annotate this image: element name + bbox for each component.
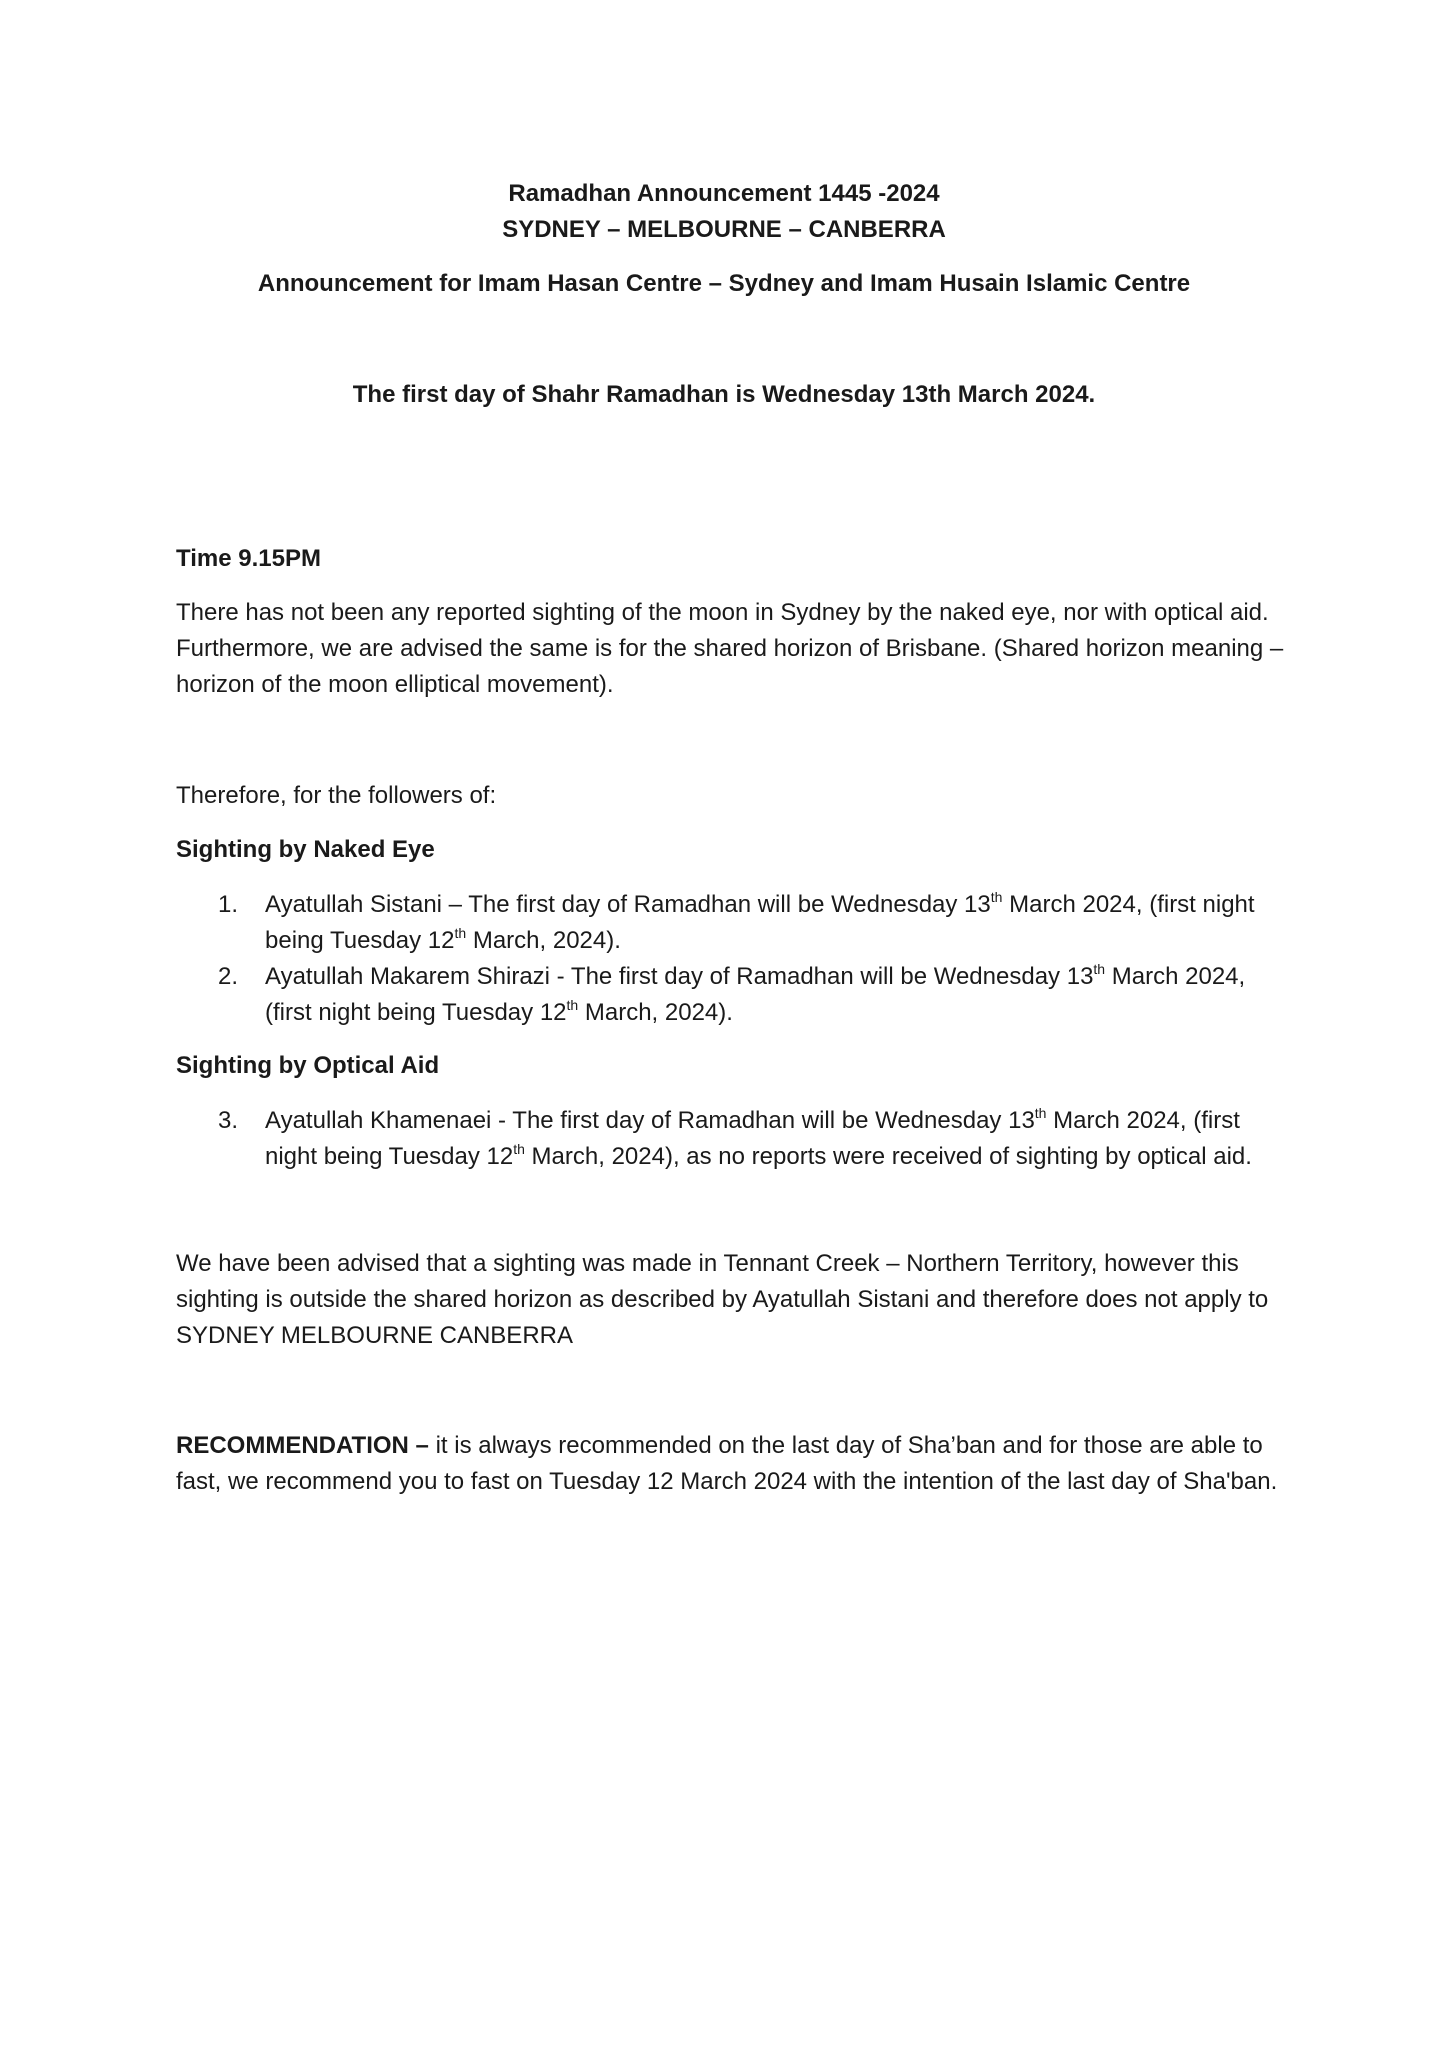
recommendation-paragraph bbox=[176, 1428, 1296, 1500]
first-day-statement: The first day of Shahr Ramadhan is Wednesday 13th March 2024. bbox=[352, 381, 1096, 408]
time-heading: Time 9.15PM bbox=[176, 545, 321, 572]
item-text: March, 2024). bbox=[578, 999, 733, 1026]
item-text: The first day of Ramadhan will be Wednesday 13 bbox=[570, 963, 1094, 990]
ordinal-suffix: th bbox=[1034, 1105, 1047, 1121]
recommendation-label: RECOMMENDATION – bbox=[176, 1432, 436, 1459]
recommendation-text: it is always recommended on the last day of Sha’ban and for those are able to fast, we recommend you to fast on Tuesday 12 March 2024 with the intention of the last day of Sha'ban. bbox=[176, 1432, 1278, 1495]
page-title: Ramadhan Announcement 1445 -2024 bbox=[508, 180, 940, 207]
naked-eye-heading: Sighting by Naked Eye bbox=[176, 836, 435, 863]
item-text: March, 2024). bbox=[466, 927, 621, 954]
item-text: March 2024, (first night being Tuesday 12 bbox=[265, 1107, 1240, 1170]
list-number: 2. bbox=[218, 963, 239, 990]
list-item bbox=[0, 959, 1296, 1031]
item-text: March, 2024), as no reports were received of sighting by optical aid. bbox=[524, 1143, 1252, 1170]
marja-name: Ayatullah Sistani – bbox=[265, 891, 469, 918]
ordinal-suffix: th bbox=[990, 889, 1003, 905]
item-text: March 2024, (first night being Tuesday 12 bbox=[265, 891, 1255, 954]
ordinal-suffix: th bbox=[566, 997, 579, 1013]
list-item bbox=[0, 1103, 1296, 1175]
cities-line: SYDNEY – MELBOURNE – CANBERRA bbox=[502, 216, 946, 243]
ordinal-suffix: th bbox=[513, 1141, 525, 1157]
title-block bbox=[0, 176, 1448, 248]
marja-name: Ayatullah Khamenaei - bbox=[265, 1107, 513, 1134]
list-item bbox=[0, 887, 1296, 959]
ordinal-suffix: th bbox=[454, 925, 467, 941]
item-text: The first day of Ramadhan will be Wednesday 13 bbox=[512, 1107, 1035, 1134]
list-number: 3. bbox=[218, 1107, 239, 1134]
item-text: March 2024, (first night being Tuesday 12 bbox=[265, 963, 1246, 1026]
followers-intro: Therefore, for the followers of: bbox=[176, 782, 497, 809]
tennant-creek-paragraph: We have been advised that a sighting was made in Tennant Creek – Northern Territory, however this sighting is outside the shared horizon as described by Ayatullah Sistani and therefore does not apply to SYDNEY MELBOURNE CANBERRA bbox=[176, 1250, 1269, 1349]
ordinal-suffix: th bbox=[1093, 961, 1106, 977]
optical-aid-heading: Sighting by Optical Aid bbox=[176, 1052, 440, 1079]
list-number: 1. bbox=[218, 891, 239, 918]
announcement-subtitle: Announcement for Imam Hasan Centre – Sydney and Imam Husain Islamic Centre bbox=[257, 270, 1191, 297]
sighting-report-paragraph: There has not been any reported sighting of the moon in Sydney by the naked eye, nor with optical aid. Furthermore, we are advised the same is for the shared horizon of Brisbane. (Shared horizon meaning – horizon of the moon elliptical movement). bbox=[176, 599, 1284, 698]
item-text: The first day of Ramadhan will be Wednesday 13 bbox=[468, 891, 991, 918]
marja-name: Ayatullah Makarem Shirazi - bbox=[265, 963, 571, 990]
